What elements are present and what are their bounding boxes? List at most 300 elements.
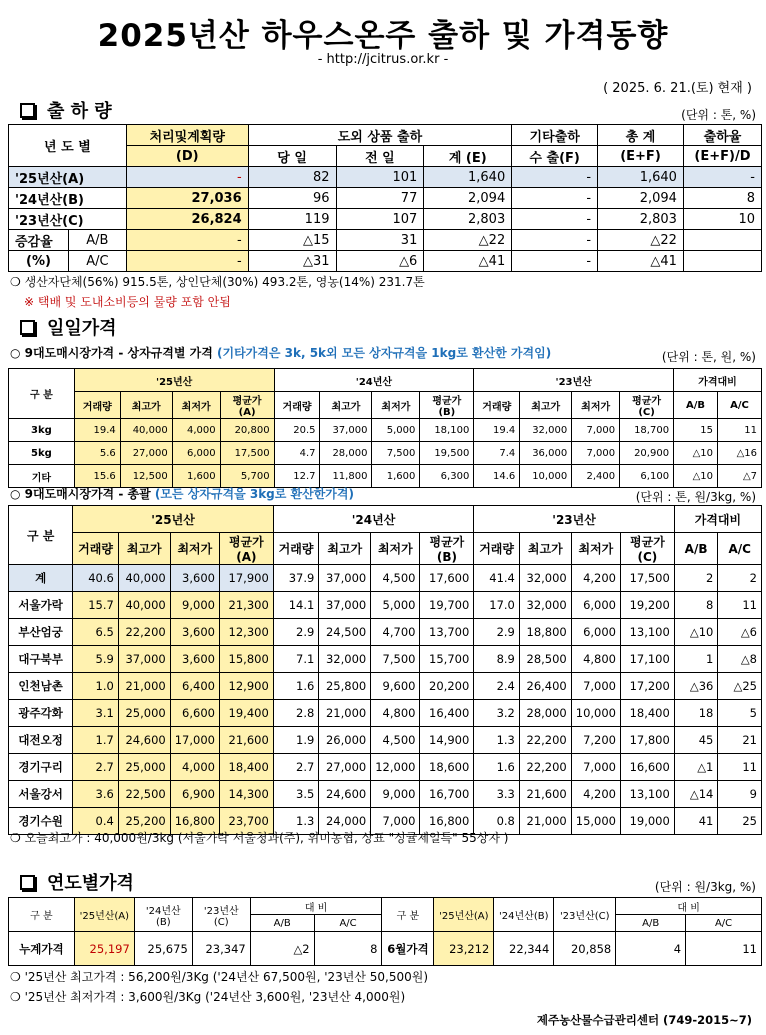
- cell-value: 1.3: [273, 808, 319, 835]
- site-url[interactable]: - http://jcitrus.or.kr -: [317, 52, 449, 67]
- cell-value: 4,200: [571, 565, 620, 592]
- cell-value: 37.9: [273, 565, 319, 592]
- header-b: '24년산(B): [494, 898, 554, 932]
- cell-value: 20.5: [274, 419, 320, 442]
- cell-value: 32,000: [319, 646, 371, 673]
- table-row: [9, 188, 762, 209]
- cell-value: 21,300: [219, 592, 273, 619]
- cell-value: 1.6: [474, 754, 520, 781]
- cell-value: △1: [674, 754, 718, 781]
- unit-label-yearly: (단위 : 원/3kg, %): [654, 880, 756, 894]
- table-row: [9, 673, 762, 700]
- header-domestic: 도외 상품 출하: [248, 125, 512, 146]
- cell-value: 8: [674, 592, 718, 619]
- table-row: [9, 781, 762, 808]
- table-row: [9, 727, 762, 754]
- cell-value: 14,900: [420, 727, 474, 754]
- cell-value: 6,100: [620, 465, 674, 488]
- header-max: 최고가: [319, 533, 371, 565]
- cell-value: 21,000: [519, 808, 571, 835]
- cell-value: 9: [718, 781, 762, 808]
- cell-a: 23,212: [434, 932, 494, 966]
- table-row: [9, 209, 762, 230]
- cell-value: 6.5: [73, 619, 119, 646]
- cell-value: △36: [674, 673, 718, 700]
- cell-export: -: [512, 251, 598, 272]
- header-ab: A/B: [674, 533, 718, 565]
- total-price-subtitle-text: ○ 9대도매시장가격 - 총괄: [10, 487, 151, 501]
- cell-value: 6,000: [571, 592, 620, 619]
- cell-value: 28,000: [519, 700, 571, 727]
- cell-value: 24,000: [319, 808, 371, 835]
- row-label: A/B: [68, 230, 126, 251]
- total-price-subtitle: [10, 485, 354, 502]
- cell-value: 16,600: [621, 754, 675, 781]
- header-compare: 가격대비: [674, 506, 761, 533]
- cell-value: 10,000: [571, 700, 620, 727]
- cell-value: 3,600: [170, 646, 219, 673]
- cell-rate: -: [683, 167, 761, 188]
- section-yearly-title: 연도별가격: [47, 873, 134, 894]
- row-label: 서울가락: [9, 592, 73, 619]
- cell-value: 9,600: [371, 673, 420, 700]
- header-avg-b: 평균가(B): [420, 533, 474, 565]
- change-label-unit: (%): [9, 251, 69, 272]
- cell-value: 14.1: [273, 592, 319, 619]
- header-ac: A/C: [717, 392, 761, 419]
- cell-ac: 8: [314, 932, 382, 966]
- row-label: '24년산(B): [9, 188, 127, 209]
- cell-value: 1.0: [73, 673, 119, 700]
- header-y24: '24년산: [273, 506, 474, 533]
- cell-value: 18: [674, 700, 718, 727]
- cell-value: 2.9: [474, 619, 520, 646]
- cell-value: 3.6: [73, 781, 119, 808]
- cell-value: 4,500: [371, 565, 420, 592]
- cell-value: 7,000: [371, 808, 420, 835]
- cell-total: △22: [598, 230, 684, 251]
- row-label: 3kg: [9, 419, 75, 442]
- header-gubun: 구 분: [9, 369, 75, 419]
- cell-c: 23,347: [192, 932, 250, 966]
- cell-value: 17,900: [219, 565, 273, 592]
- cell-sum: 2,803: [424, 209, 512, 230]
- cell-value: 7,500: [371, 646, 420, 673]
- cell-value: 19,200: [621, 592, 675, 619]
- checkbox-square-icon: [20, 875, 35, 890]
- cell-value: 15,800: [219, 646, 273, 673]
- cell-value: 1: [674, 646, 718, 673]
- cell-value: 6,600: [170, 700, 219, 727]
- cell-value: 9,000: [371, 781, 420, 808]
- row-label: '23년산(C): [9, 209, 127, 230]
- table-row: [9, 700, 762, 727]
- header-volume: 거래량: [274, 392, 320, 419]
- cell-value: 32,000: [520, 419, 572, 442]
- cell-prev: 101: [336, 167, 424, 188]
- table-row: [9, 646, 762, 673]
- table-row: [9, 932, 762, 966]
- cell-today: 96: [248, 188, 336, 209]
- row-label: 대구북부: [9, 646, 73, 673]
- section-yearly-heading: [20, 869, 134, 895]
- cell-value: 18,800: [519, 619, 571, 646]
- cell-value: 4,800: [571, 646, 620, 673]
- header-avg-c: 평균가(C): [620, 392, 674, 419]
- cell-value: 5.6: [74, 442, 120, 465]
- cell-value: 2.4: [474, 673, 520, 700]
- cell-ac: 11: [686, 932, 762, 966]
- footer-center: 제주농산물수급관리센터 (749-2015~7): [536, 1013, 752, 1027]
- cell-value: 22,200: [519, 727, 571, 754]
- cell-value: 1.7: [73, 727, 119, 754]
- row-label: 누계가격: [9, 932, 75, 966]
- row-label: A/C: [68, 251, 126, 272]
- checkbox-square-icon: [20, 103, 35, 118]
- cell-value: 4,000: [170, 754, 219, 781]
- header-min: 최저가: [571, 533, 620, 565]
- spec-price-table: [8, 368, 762, 488]
- cell-value: 4,700: [371, 619, 420, 646]
- unit-label-shipment: (단위 : 톤, %): [681, 108, 756, 122]
- cell-value: 1.6: [273, 673, 319, 700]
- cell-value: 5,700: [220, 465, 274, 488]
- cell-value: △10: [674, 619, 718, 646]
- cell-value: 3.3: [474, 781, 520, 808]
- cell-value: △6: [718, 619, 762, 646]
- cell-value: 6,000: [571, 619, 620, 646]
- section-daily-title: 일일가격: [47, 318, 117, 339]
- cell-export: -: [512, 209, 598, 230]
- cell-value: 24,500: [319, 619, 371, 646]
- cell-value: 1.9: [273, 727, 319, 754]
- cell-value: △7: [717, 465, 761, 488]
- cell-export: -: [512, 230, 598, 251]
- cell-value: 4,500: [371, 727, 420, 754]
- cell-value: 10,000: [520, 465, 572, 488]
- row-label: 경기수원: [9, 808, 73, 835]
- cell-today: 119: [248, 209, 336, 230]
- cell-value: 21: [718, 727, 762, 754]
- cell-value: 41: [674, 808, 718, 835]
- cell-value: 17,500: [220, 442, 274, 465]
- header-gubun: 구 분: [9, 898, 75, 932]
- page-title: 2025년산 하우스온주 출하 및 가격동향: [97, 18, 669, 54]
- header-other: 기타출하: [512, 125, 598, 146]
- header-ac: A/C: [686, 915, 762, 932]
- cell-value: 22,200: [519, 754, 571, 781]
- header-c: '23년산(C): [192, 898, 250, 932]
- cell-value: 12,300: [219, 619, 273, 646]
- cell-value: 12.7: [274, 465, 320, 488]
- cell-value: 19.4: [74, 419, 120, 442]
- cell-value: 14,300: [219, 781, 273, 808]
- cell-value: 19,700: [420, 592, 474, 619]
- cell-value: △10: [674, 442, 718, 465]
- header-avg-a: 평균가(A): [219, 533, 273, 565]
- cell-value: 17,600: [420, 565, 474, 592]
- header-compare: 대 비: [250, 898, 382, 915]
- header-volume: 거래량: [474, 533, 520, 565]
- cell-value: 21,000: [319, 700, 371, 727]
- header-y25: '25년산: [74, 369, 274, 392]
- cell-value: 7,000: [571, 673, 620, 700]
- header-a: '25년산(A): [74, 898, 134, 932]
- cell-value: 40.6: [73, 565, 119, 592]
- header-max: 최고가: [520, 392, 572, 419]
- cell-value: △10: [674, 465, 718, 488]
- cell-value: 7.4: [474, 442, 520, 465]
- cell-sum: △41: [424, 251, 512, 272]
- spec-price-subtitle: [10, 344, 551, 361]
- cell-value: 37,000: [319, 565, 371, 592]
- cell-value: 5,000: [372, 419, 420, 442]
- cell-value: 5,000: [371, 592, 420, 619]
- cell-value: 26,400: [519, 673, 571, 700]
- cell-rate: 10: [683, 209, 761, 230]
- row-label: 광주각화: [9, 700, 73, 727]
- cell-value: 3.1: [73, 700, 119, 727]
- cell-value: 25,000: [118, 754, 170, 781]
- cell-value: 25,000: [118, 700, 170, 727]
- cell-sum: △22: [424, 230, 512, 251]
- header-ac: A/C: [718, 533, 762, 565]
- cell-value: 0.8: [474, 808, 520, 835]
- spec-price-subtitle-note: (기타가격은 3k, 5k외 모든 상자규격을 1kg로 환산한 가격임): [217, 346, 552, 360]
- cell-value: 18,400: [621, 700, 675, 727]
- header-volume: 거래량: [273, 533, 319, 565]
- shipment-remark: ※ 택배 및 도내소비등의 물량 포함 안됨: [24, 295, 231, 309]
- cell-value: 28,000: [320, 442, 372, 465]
- cell-value: 16,800: [170, 808, 219, 835]
- header-a: '25년산(A): [434, 898, 494, 932]
- header-volume: 거래량: [73, 533, 119, 565]
- header-min: 최저가: [170, 533, 219, 565]
- total-price-subtitle-note: (모든 상자규격을 3kg로 환산한가격): [154, 487, 354, 501]
- cell-value: 7,200: [571, 727, 620, 754]
- cell-value: 36,000: [520, 442, 572, 465]
- cell-value: 25: [718, 808, 762, 835]
- cell-value: 15,000: [571, 808, 620, 835]
- row-label: 인천남촌: [9, 673, 73, 700]
- cell-value: 12,000: [371, 754, 420, 781]
- unit-label-spec: (단위 : 톤, 원, %): [661, 350, 756, 364]
- cell-plan: -: [126, 167, 248, 188]
- cell-total: 2,094: [598, 188, 684, 209]
- cell-value: 19,400: [219, 700, 273, 727]
- header-ab: A/B: [616, 915, 686, 932]
- cell-prev: △6: [336, 251, 424, 272]
- header-avg-a: 평균가(A): [220, 392, 274, 419]
- cell-value: 7,000: [571, 754, 620, 781]
- cell-plan: -: [126, 230, 248, 251]
- change-label: 증감율: [9, 230, 69, 251]
- cell-total: 1,640: [598, 167, 684, 188]
- cell-value: 2.9: [273, 619, 319, 646]
- cell-value: 1,600: [372, 465, 420, 488]
- cell-total: 2,803: [598, 209, 684, 230]
- cell-value: 7.1: [273, 646, 319, 673]
- cell-value: 19.4: [474, 419, 520, 442]
- cell-prev: 107: [336, 209, 424, 230]
- cell-rate: [683, 251, 761, 272]
- header-max: 최고가: [519, 533, 571, 565]
- cell-value: 27,000: [319, 754, 371, 781]
- cell-value: 24,600: [118, 727, 170, 754]
- header-sum: 계 (E): [424, 146, 512, 167]
- cell-value: △16: [717, 442, 761, 465]
- cell-value: 15: [674, 419, 718, 442]
- yearly-max-note: ❍ '25년산 최고가격 : 56,200원/3Kg ('24년산 67,500원, '23년산 50,500원): [10, 970, 429, 984]
- header-max: 최고가: [118, 533, 170, 565]
- cell-value: 37,000: [320, 419, 372, 442]
- cell-value: 45: [674, 727, 718, 754]
- header-min: 최저가: [572, 392, 620, 419]
- cell-value: 23,700: [219, 808, 273, 835]
- shipment-note: ❍ 생산자단체(56%) 915.5톤, 상인단체(30%) 493.2톤, 영농(14%) 231.7톤: [10, 275, 425, 289]
- cell-value: 19,000: [621, 808, 675, 835]
- section-shipment-title: 출 하 량: [47, 101, 112, 122]
- header-year: 년 도 별: [9, 125, 127, 167]
- header-y24: '24년산: [274, 369, 474, 392]
- table-row: [9, 167, 762, 188]
- row-label: 대전오정: [9, 727, 73, 754]
- cell-value: 40,000: [120, 419, 172, 442]
- cell-value: 24,600: [319, 781, 371, 808]
- header-gubun: 구 분: [9, 506, 73, 565]
- table-row: [9, 619, 762, 646]
- cell-value: 21,600: [219, 727, 273, 754]
- row-label: 5kg: [9, 442, 75, 465]
- table-row: [9, 592, 762, 619]
- cell-value: 2.7: [273, 754, 319, 781]
- cell-rate: 8: [683, 188, 761, 209]
- cell-today: △31: [248, 251, 336, 272]
- cell-value: 7,000: [572, 442, 620, 465]
- cell-value: 15,700: [420, 646, 474, 673]
- cell-ab: △2: [250, 932, 314, 966]
- cell-value: 18,700: [620, 419, 674, 442]
- row-label: 6월가격: [382, 932, 434, 966]
- cell-ab: 4: [616, 932, 686, 966]
- cell-value: 40,000: [118, 592, 170, 619]
- cell-value: 8.9: [474, 646, 520, 673]
- cell-value: 11,800: [320, 465, 372, 488]
- header-today: 당 일: [248, 146, 336, 167]
- header-c: '23년산(C): [554, 898, 616, 932]
- cell-today: △15: [248, 230, 336, 251]
- unit-label-total: (단위 : 톤, 원/3kg, %): [635, 490, 756, 504]
- cell-value: 13,100: [621, 781, 675, 808]
- cell-value: 1,600: [172, 465, 220, 488]
- table-row: [9, 754, 762, 781]
- header-ab: A/B: [674, 392, 718, 419]
- cell-value: 7,500: [372, 442, 420, 465]
- cell-value: 12,900: [219, 673, 273, 700]
- header-gubun: 구 분: [382, 898, 434, 932]
- cell-value: 5: [718, 700, 762, 727]
- cell-value: 17,100: [621, 646, 675, 673]
- cell-export: -: [512, 188, 598, 209]
- cell-value: 17,500: [621, 565, 675, 592]
- cell-plan: 26,824: [126, 209, 248, 230]
- cell-value: 20,800: [220, 419, 274, 442]
- row-label: 서울강서: [9, 781, 73, 808]
- cell-value: 14.6: [474, 465, 520, 488]
- cell-value: 11: [717, 419, 761, 442]
- cell-value: △25: [718, 673, 762, 700]
- header-volume: 거래량: [474, 392, 520, 419]
- table-row: [9, 565, 762, 592]
- cell-value: 6,300: [420, 465, 474, 488]
- cell-value: 2.7: [73, 754, 119, 781]
- cell-value: 16,400: [420, 700, 474, 727]
- header-rate-code: (E+F)/D: [683, 146, 761, 167]
- cell-b: 25,675: [134, 932, 192, 966]
- section-daily-heading: [20, 314, 117, 340]
- cell-value: 19,500: [420, 442, 474, 465]
- cell-value: 4,200: [571, 781, 620, 808]
- cell-value: 5.9: [73, 646, 119, 673]
- cell-value: 6,400: [170, 673, 219, 700]
- yearly-price-table: [8, 897, 762, 966]
- cell-value: 11: [718, 754, 762, 781]
- market-price-table: [8, 505, 762, 835]
- cell-sum: 2,094: [424, 188, 512, 209]
- cell-value: 37,000: [319, 592, 371, 619]
- cell-value: 21,000: [118, 673, 170, 700]
- header-ac: A/C: [314, 915, 382, 932]
- cell-value: 25,200: [118, 808, 170, 835]
- cell-value: 25,800: [319, 673, 371, 700]
- cell-prev: 77: [336, 188, 424, 209]
- cell-value: 0.4: [73, 808, 119, 835]
- header-max: 최고가: [120, 392, 172, 419]
- header-min: 최저가: [172, 392, 220, 419]
- header-export: 수 출(F): [512, 146, 598, 167]
- today-max-note: ❍ 오늘최고가 : 40,000원/3kg (서울가락 서울청과(주), 위미농협, 상표 "싱귤제일특" 55상자 ): [10, 831, 509, 845]
- cell-value: 4.7: [274, 442, 320, 465]
- cell-sum: 1,640: [424, 167, 512, 188]
- cell-value: △8: [718, 646, 762, 673]
- cell-value: 1.3: [474, 727, 520, 754]
- header-b: '24년산(B): [134, 898, 192, 932]
- cell-value: 3.5: [273, 781, 319, 808]
- cell-value: 20,200: [420, 673, 474, 700]
- table-row: [9, 230, 762, 251]
- cell-value: 16,800: [420, 808, 474, 835]
- row-label: 기타: [9, 465, 75, 488]
- cell-value: 3.2: [474, 700, 520, 727]
- cell-value: 18,600: [420, 754, 474, 781]
- header-plan-code: (D): [126, 146, 248, 167]
- table-row: [9, 251, 762, 272]
- table-row: [9, 442, 762, 465]
- row-label: 계: [9, 565, 73, 592]
- cell-value: 15.7: [73, 592, 119, 619]
- cell-value: 6,900: [170, 781, 219, 808]
- cell-rate: [683, 230, 761, 251]
- cell-value: 21,600: [519, 781, 571, 808]
- cell-value: 22,200: [118, 619, 170, 646]
- yearly-min-note: ❍ '25년산 최저가격 : 3,600원/3Kg ('24년산 3,600원, '23년산 4,000원): [10, 990, 406, 1004]
- row-label: 경기구리: [9, 754, 73, 781]
- header-y23: '23년산: [474, 369, 674, 392]
- cell-value: 32,000: [519, 565, 571, 592]
- header-avg-b: 평균가(B): [420, 392, 474, 419]
- checkbox-square-icon: [20, 320, 35, 335]
- cell-value: 26,000: [319, 727, 371, 754]
